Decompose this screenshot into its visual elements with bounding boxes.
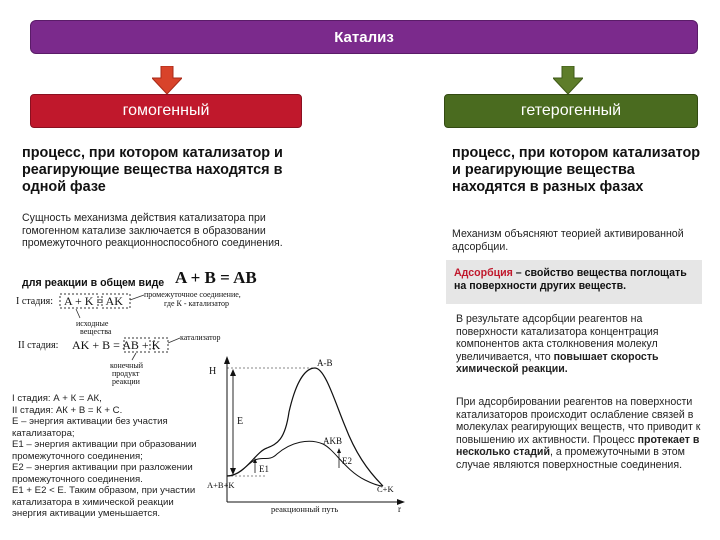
- heterogeneous-box: [444, 94, 698, 128]
- graph-peak-label: A-B: [317, 358, 333, 368]
- graph-y-label: H: [209, 366, 217, 377]
- catalyst-note-1: где К - катализатор: [164, 299, 229, 308]
- product-note-1: конечный: [110, 361, 144, 370]
- graph-akb-label: AKB: [323, 436, 343, 446]
- adsorption-term: Адсорбция: [454, 267, 513, 279]
- energy-profile-graph: [205, 352, 425, 514]
- heterogeneous-theory: Механизм объясняют теорией активированной адсорбции.: [452, 228, 684, 253]
- catalyst-note-2: катализатор: [180, 333, 221, 342]
- homogeneous-essence: Сущность механизма действия катализатора при гомогенном катализе заключается в образовании промежуточного реакционноспособного соединения.: [22, 212, 283, 250]
- stage1-label: I стадия:: [16, 296, 54, 307]
- adsorption-definition: – свойство вещества поглощать на поверхности других веществ.: [454, 267, 687, 292]
- stage1-equation: A + K = AK: [64, 294, 123, 308]
- adsorption-effect-bold: повышает скорость химической реакции.: [456, 350, 659, 376]
- note-line: Е1 – энергия активации при образовании промежуточного соединения;: [12, 439, 197, 462]
- graph-e2-label: E2: [342, 456, 352, 466]
- adsorption-stages-text-2: , а промежуточными в этом случае являются поверхностные соединения.: [456, 446, 685, 471]
- adsorption-stages-text-1: При адсорбировании реагентов на поверхности катализаторов происходит ослабление связей в молекулах реагирующих веществ, что приводит к повышению их активности. Процесс: [456, 396, 701, 446]
- graph-end-label: C+K: [377, 484, 394, 494]
- adsorption-effect-text: В результате адсорбции реагентов на поверхности катализатора концентрация компонентов акта столкновения молекул увеличивается, что: [456, 313, 659, 363]
- topic-title: Катализ: [334, 28, 394, 46]
- stage2-label: II стадия:: [18, 340, 59, 351]
- graph-x-label: реакционный путь: [271, 504, 339, 514]
- general-reaction-label: для реакции в общем виде: [22, 277, 165, 289]
- note-line: Е1 + Е2 < Е. Таким образом, при участии катализатора в химической реакции энергия активации уменьшается.: [12, 485, 196, 519]
- reagents-note-1: исходные: [76, 319, 109, 328]
- graph-x-end-label: r: [398, 504, 401, 514]
- heterogeneous-label: гетерогенный: [520, 102, 622, 119]
- stage2-equation: AK + B = AB + K: [72, 338, 161, 352]
- down-arrow-green-icon: [553, 66, 583, 94]
- adsorption-definition-box: [446, 260, 702, 304]
- energy-notes: [12, 393, 208, 520]
- adsorption-stages-bold: протекает в несколько стадий: [456, 433, 700, 459]
- down-arrow-red-icon: [152, 66, 182, 94]
- graph-e1-label: E1: [259, 464, 269, 474]
- intermediate-note: промежуточное соединение,: [144, 290, 241, 299]
- product-note-2: продукт: [112, 369, 140, 378]
- note-line: II стадия: АК + В = К + С.: [12, 404, 123, 416]
- note-line: I стадия: А + К = АК,: [12, 393, 102, 404]
- topic-banner: [30, 20, 698, 54]
- graph-start-label: A+B+K: [207, 480, 235, 490]
- product-note-3: реакции: [112, 377, 140, 386]
- note-line: Е – энергия активации без участия катализатора;: [12, 416, 168, 439]
- adsorption-stages-paragraph: [456, 396, 702, 472]
- note-line: Е2 – энергия активации при разложении промежуточного соединения.: [12, 462, 193, 485]
- adsorption-effect-paragraph: [456, 313, 702, 376]
- heterogeneous-definition: процесс, при котором катализатор и реагирующие вещества находятся в разных фазах: [452, 145, 701, 195]
- general-reaction-equation: A + B = AB: [175, 268, 257, 287]
- homogeneous-box: [30, 94, 302, 128]
- graph-e-label: E: [237, 416, 244, 427]
- homogeneous-label: гомогенный: [122, 102, 210, 119]
- homogeneous-definition: процесс, при котором катализатор и реагирующие вещества находятся в одной фазе: [22, 145, 283, 195]
- reagents-note-2: вещества: [80, 327, 112, 336]
